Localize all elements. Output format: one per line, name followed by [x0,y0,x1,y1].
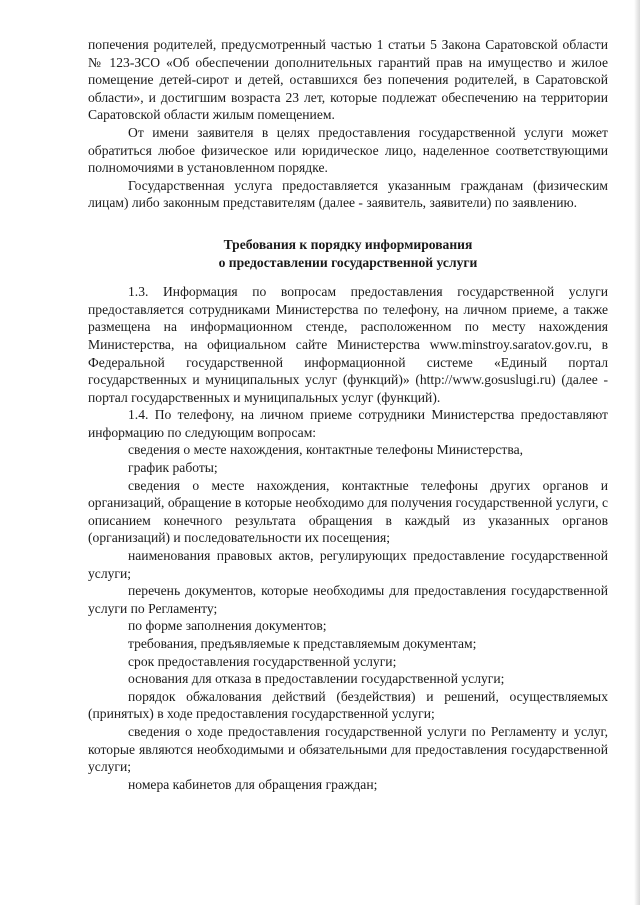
page-edge-shadow [634,0,640,905]
list-item: основания для отказа в предоставлении государственной услуги; [128,671,505,687]
list-item: требования, предъявляемые к представляемым документам; [128,636,477,651]
list-item: сведения о ходе предоставления государственной услуги по Регламенту и услуг, которые являются необходимыми и обязательными для предоставления государственной услуги; [88,723,608,775]
list-item: срок предоставления государственной услуги; [128,653,397,669]
paragraph-1-4: 1.4. По телефону, на личном приеме сотрудники Министерства предоставляют информацию по следующим вопросам: [88,407,608,440]
list-item: сведения о месте нахождения, контактные телефоны Министерства, [128,442,524,458]
list-item: по форме заполнения документов; [128,618,327,634]
list-item: сведения о месте нахождения, контактные телефоны других органов и организаций, обращение в которые необходимо для получения государственной услуги, с описанием конечного результата обращения в каждый из указанных органов (организаций) и последовательности их посещения; [88,477,608,546]
paragraph-service-recipients: Государственная услуга предоставляется указанным гражданам (физическим лицам) либо законным представителям (далее - заявитель, заявители) по заявлению. [88,177,608,211]
section-heading [88,236,608,271]
list-item: наименования правовых актов, регулирующих предоставление государственной услуги; [88,548,608,581]
list-item: график работы; [128,460,218,476]
list-item: порядок обжалования действий (бездействия) и решений, осуществляемых (принятых) в ходе предоставления государственной услуги; [88,688,608,722]
list-item: номера кабинетов для обращения граждан; [128,776,378,792]
paragraph-applicant-representative: От имени заявителя в целях предоставления государственной услуги может обратиться любое физическое или юридическое лицо, наделенное соответствующими полномочиями в установленном порядке. [88,124,608,176]
paragraph-continuation: попечения родителей, предусмотренный частью 1 статьи 5 Закона Саратовской области № 123-ЗСО «Об обеспечении дополнительных гарантий прав на имущество и жилое помещение детей-сирот и детей, оставшихся без попечения родителей, в Саратовской области», и достигшим возраста 23 лет, которые подлежат обеспечению на территории Саратовской области жилым помещением. [88,37,608,123]
section-heading-line-1: Требования к порядку информирования [223,236,473,252]
paragraph-1-3: 1.3. Информация по вопросам предоставления государственной услуги предоставляется сотрудниками Министерства по телефону, на личном приеме, а также размещена на информационном стенде, расположенном по месту нахождения Министерства, на официальном сайте Министерства www.minstroy.saratov.gov.ru, в Федеральной государственной информационной системе «Единый портал государственных и муниципальных услуг (функций)» (http://www.gosuslugi.ru) (далее - портал государственных и муниципальных услуг (функций). [88,284,608,405]
list-item: перечень документов, которые необходимы для предоставления государственной услуги по Регламенту; [88,583,608,616]
section-heading-line-2: о предоставлении государственной услуги [218,254,478,270]
